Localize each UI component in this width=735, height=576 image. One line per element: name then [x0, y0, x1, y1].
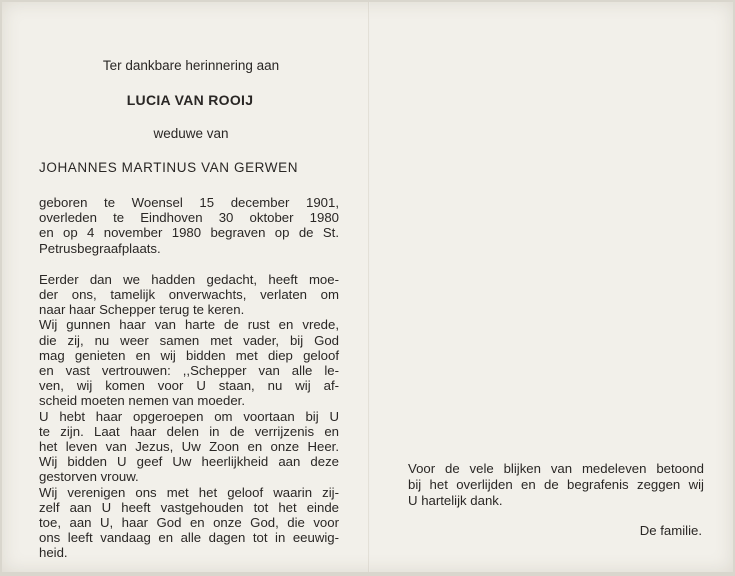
signature: De familie.: [639, 523, 702, 538]
text-line: Eerder dan we hadden gedacht, heeft moe-: [39, 271, 339, 287]
text-line: naar haar Schepper terug te keren.: [39, 302, 245, 318]
thanks-line: Voor de vele blijken van medeleven betoond: [408, 461, 704, 476]
memorial-card: [2, 2, 733, 572]
text-line: toe, aan U, haar God en onze God, die voor: [39, 515, 339, 531]
text-line: ons leeft vandaag en alle dagen tot in eeuwig-: [39, 530, 339, 546]
memorial-text: [39, 272, 339, 561]
widow-of-text: weduwe van: [153, 126, 229, 141]
text-line: zelf aan U heeft vastgehouden tot het einde: [39, 499, 339, 515]
birth-line: Petrusbegraafplaats.: [39, 240, 161, 256]
right-page: [408, 461, 704, 538]
husband-name: JOHANNES MARTINUS VAN GERWEN: [39, 160, 299, 175]
text-line: scheid moeten nemen van moeder.: [39, 393, 245, 409]
text-line: ven, wij komen voor U staan, nu wij af-: [39, 378, 339, 394]
left-page: [39, 58, 339, 561]
card-fold: [368, 2, 370, 572]
text-line: der ons, tamelijk onverwachts, verlaten om: [39, 287, 339, 303]
thanks-paragraph: [408, 461, 704, 509]
text-line: en vast vertrouwen: ,,Schepper van alle le-: [39, 363, 339, 379]
intro-text: Ter dankbare herinnering aan: [102, 58, 280, 73]
thanks-line: bij het overlijden en de begrafenis zeggen wij: [408, 477, 704, 492]
text-line: te zijn. Laat haar delen in de verrijzenis en: [39, 423, 339, 439]
text-line: het leven van Jezus, Uw Zoon en onze Heer.: [39, 439, 339, 455]
birth-line: overleden te Eindhoven 30 oktober 1980: [39, 210, 339, 226]
text-line: mag genieten en wij bidden met diep geloof: [39, 347, 339, 363]
birth-line: geboren te Woensel 15 december 1901,: [39, 195, 339, 210]
text-line: U hebt haar opgeroepen om voortaan bij U: [39, 408, 339, 424]
text-line: heid.: [39, 545, 68, 561]
birth-line: en op 4 november 1980 begraven op de St.: [39, 225, 339, 241]
text-line: Wij gunnen haar van harte de rust en vrede,: [39, 317, 339, 333]
text-line: Wij bidden U geef Uw heerlijkheid aan deze: [39, 454, 339, 470]
text-line: Wij verenigen ons met het geloof waarin zij-: [39, 484, 339, 500]
text-line: gestorven vrouw.: [39, 469, 139, 485]
text-line: die zij, nu weer samen met vader, bij God: [39, 332, 339, 348]
thanks-line: U hartelijk dank.: [408, 493, 503, 508]
birth-death-paragraph: [39, 195, 339, 256]
deceased-name: LUCIA VAN ROOIJ: [126, 92, 254, 108]
